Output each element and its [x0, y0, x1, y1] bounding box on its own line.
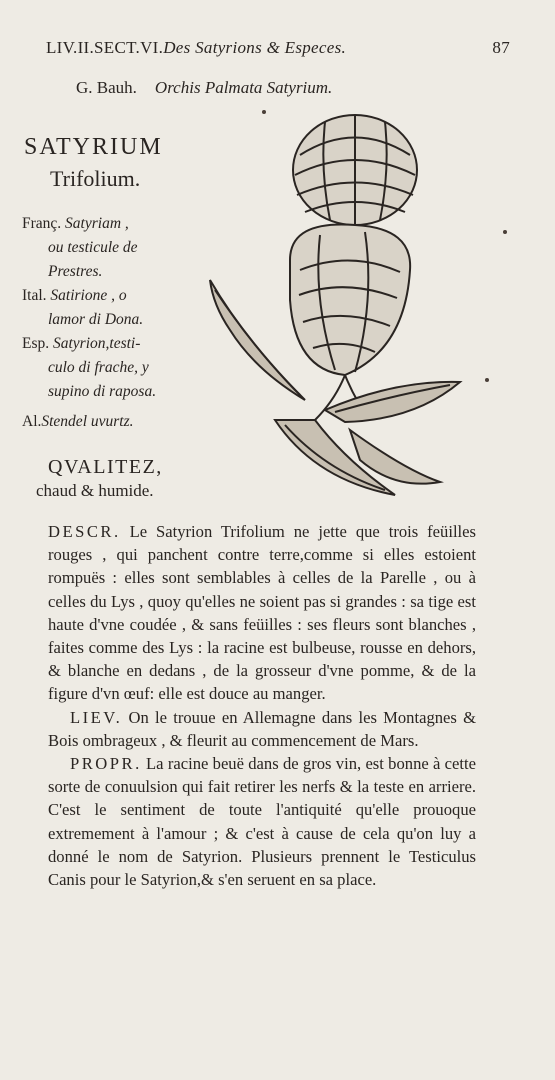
section-location: [48, 706, 476, 752]
vernacular-text: Stendel uvurtz.: [41, 413, 134, 430]
vernacular-german: [22, 410, 194, 434]
running-head-title: Des Satyrions & Especes.: [163, 38, 347, 57]
page-number: 87: [492, 38, 510, 57]
bauhin-name: Orchis Palmata Satyrium.: [154, 78, 333, 97]
vernacular-cont: supino di raposa.: [48, 383, 157, 400]
bauhin-reference: [76, 78, 332, 98]
vernacular-cont: culo di frache, y: [48, 359, 149, 376]
vernacular-names: [22, 212, 194, 434]
plant-title: SATYRIUM: [24, 134, 163, 160]
vernacular-text: Satyriam ,: [65, 215, 129, 232]
lang-label: Franç.: [22, 215, 62, 232]
section-properties: [48, 752, 476, 891]
vernacular-french: [22, 212, 194, 284]
lang-label: Al.: [22, 413, 42, 430]
plant-subtitle: Trifolium.: [50, 166, 141, 191]
qualites-heading: QVALITEZ,: [48, 456, 163, 478]
ink-speck: [485, 378, 489, 382]
section-description: [48, 520, 476, 706]
section-label: DESCR.: [48, 522, 121, 541]
satyrion-woodcut-illustration: [195, 100, 470, 520]
body-text: [48, 520, 476, 891]
vernacular-text: Satyrion,testi-: [53, 335, 141, 352]
vernacular-cont: ou testicule de: [48, 239, 138, 256]
section-label: LIEV.: [70, 707, 123, 727]
running-head-section: LIV.II.SECT.VI.: [46, 38, 164, 57]
running-header: [46, 38, 516, 58]
lang-label: Esp.: [22, 335, 50, 352]
lang-label: Ital.: [22, 287, 47, 304]
vernacular-italian: [22, 284, 194, 332]
ink-speck: [503, 230, 507, 234]
section-text: La racine beuë dans de gros vin, est bonne à cette sorte de conuulsion qui fait retirer les nerfs & la teste en arriere. C'est le sentiment de toute l'antiquité qu'elle prouoque extremement à l'amour ; & c'est à cause de cela qu'on luy a donné le nom de Satyrion. Plusieurs prennent le Testiculus Canis pour le Satyrion,& s'en seruent en sa place.: [48, 754, 476, 890]
vernacular-text: Satirione , o: [50, 287, 127, 304]
qualites-text: chaud & humide.: [36, 481, 154, 500]
section-text: On le trouue en Allemagne dans les Montagnes & Bois ombrageux , & fleurit au commencement de Mars.: [48, 707, 476, 750]
ink-speck: [262, 110, 266, 114]
vernacular-cont: lamor di Dona.: [48, 311, 144, 328]
vernacular-spanish: [22, 332, 194, 404]
section-label: PROPR.: [70, 754, 142, 774]
vernacular-cont: Prestres.: [48, 263, 103, 280]
section-text: Le Satyrion Trifolium ne jette que trois feüilles rouges , qui panchent contre terre,comme si elles estoient rompuës : elles sont semblables à celles de la Parelle , ou à celles du Lys , quoy qu'elles ne soient pas si grandes : sa tige est haute d'vne coudée , & sans feüilles : ses fleurs sont blanches , faites comme des Lys : la racine est bulbeuse, rousse en dehors, & blanche en dedans , de la grosseur d'vne pomme, & de la figure d'vn œuf: elle est douce au manger.: [48, 522, 476, 704]
bauhin-author: G. Bauh.: [76, 78, 137, 97]
